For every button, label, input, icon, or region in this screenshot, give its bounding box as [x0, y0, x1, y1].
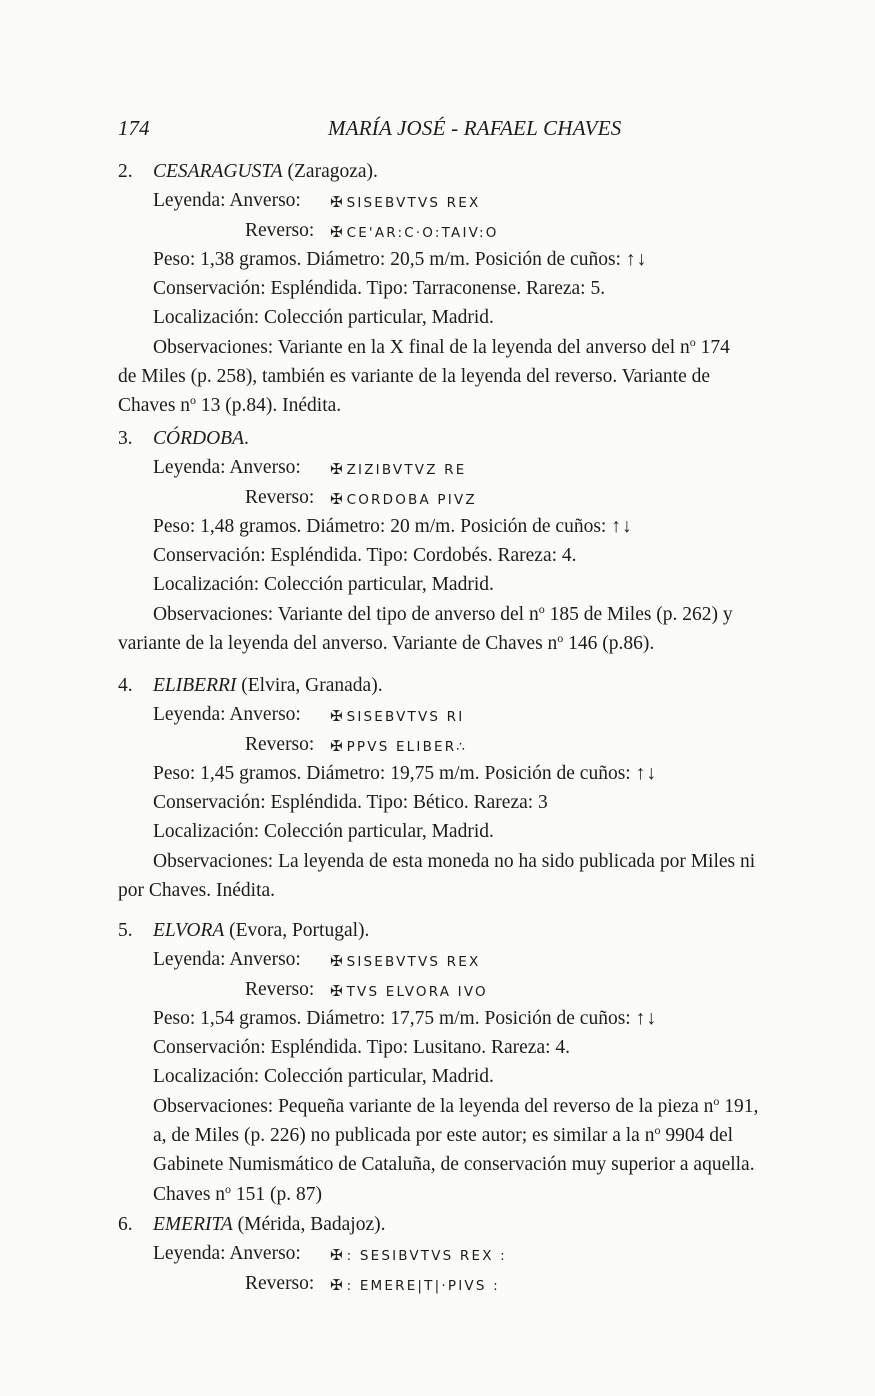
- entry-number: 2.: [118, 161, 133, 182]
- entry-number: 5.: [118, 920, 133, 941]
- running-head-authors: MARÍA JOSÉ - RAFAEL CHAVES: [328, 116, 622, 140]
- cross-icon: ✠: [330, 193, 343, 212]
- entry-heading: [118, 671, 863, 700]
- reverse-legend-row: [118, 216, 863, 245]
- weight-line: Peso: 1,54 gramos. Diámetro: 17,75 m/m. Posición de cuños: ↑↓: [153, 1007, 658, 1029]
- cross-icon: ✠: [330, 489, 343, 508]
- weight-line: Peso: 1,38 gramos. Diámetro: 20,5 m/m. Posición de cuños: ↑↓: [153, 248, 648, 270]
- catalog-entry: [118, 916, 863, 1209]
- reverse-inscription: ✠ CORDOBA PIVZ: [330, 489, 477, 508]
- reverse-label: Reverso:: [245, 219, 315, 241]
- observations-line: Observaciones: Pequeña variante de la leyenda del reverso de la pieza $n^o$ 191,: [153, 1093, 759, 1117]
- reverse-legend-row: [118, 483, 863, 512]
- obverse-legend-row: [118, 1239, 863, 1268]
- die-axis-arrows-icon: ↑↓: [635, 762, 658, 784]
- catalog-entry: [118, 671, 863, 905]
- mint-place: (Mérida, Badajoz).: [232, 1214, 386, 1235]
- cross-icon: ✠: [330, 1275, 343, 1294]
- entry-heading: [118, 424, 863, 453]
- observations-line: Observaciones: Variante en la X final de la leyenda del anverso del $n^o$ 174: [153, 334, 730, 358]
- die-axis-arrows-icon: ↑↓: [625, 248, 648, 270]
- mint-name: ELVORA: [153, 920, 225, 941]
- catalog-entry: [118, 424, 863, 658]
- reverse-inscription: ✠ : EMERE|T|·PIVS :: [330, 1275, 500, 1294]
- location-line: Localización: Colección particular, Madrid.: [153, 1066, 494, 1088]
- catalog-entry: [118, 1210, 863, 1298]
- obverse-inscription: ✠ SISEBVTVS REX: [330, 193, 481, 212]
- cross-icon: ✠: [330, 736, 343, 755]
- reverse-legend-row: [118, 975, 863, 1004]
- conservation-line: Conservación: Espléndida. Tipo: Cordobés. Rareza: 4.: [153, 545, 577, 567]
- obverse-inscription: ✠ SISEBVTVS REX: [330, 952, 481, 971]
- conservation-line: Conservación: Espléndida. Tipo: Tarraconense. Rareza: 5.: [153, 278, 606, 300]
- reverse-legend-row: [118, 1269, 863, 1298]
- die-axis-arrows-icon: ↑↓: [611, 515, 633, 537]
- entry-number: 4.: [118, 675, 133, 696]
- cross-icon: ✠: [330, 981, 343, 1000]
- catalog-entry: [118, 157, 863, 421]
- location-line: Localización: Colección particular, Madrid.: [153, 307, 494, 329]
- obverse-inscription: ✠ ZIZIBVTVZ RE: [330, 460, 467, 479]
- mint-name: ELIBERRI: [153, 675, 237, 696]
- mint-name: CÓRDOBA: [153, 428, 244, 449]
- mint-name: EMERITA: [153, 1214, 233, 1235]
- observations-line: variante de la leyenda del anverso. Variante de Chaves $n^o$ 146 (p.86).: [118, 631, 655, 655]
- observations-line: por Chaves. Inédita.: [118, 880, 276, 902]
- reverse-label: Reverso:: [245, 1272, 315, 1294]
- mint-name: CESARAGUSTA: [153, 161, 283, 182]
- cross-icon: ✠: [330, 952, 343, 971]
- obverse-legend-row: [118, 186, 863, 215]
- running-head: [118, 116, 858, 144]
- obverse-legend-row: [118, 453, 863, 482]
- entry-heading: [118, 916, 863, 945]
- reverse-label: Reverso:: [245, 978, 315, 1000]
- observations-line: Observaciones: Variante del tipo de anverso del $n^o$ 185 de Miles (p. 262) y: [153, 601, 733, 625]
- observations-line: Gabinete Numismático de Cataluña, de conservación muy superior a aquella.: [153, 1154, 755, 1176]
- mint-place: (Elvira, Granada).: [236, 675, 383, 696]
- location-line: Localización: Colección particular, Madrid.: [153, 574, 494, 596]
- mint-place: .: [244, 428, 249, 449]
- obverse-inscription: ✠ : SESIBVTVS REX :: [330, 1246, 507, 1265]
- cross-icon: ✠: [330, 707, 343, 726]
- observations-line: a, de Miles (p. 226) no publicada por este autor; es similar a la $n^o$ 9904 del: [153, 1123, 734, 1147]
- weight-line: Peso: 1,45 gramos. Diámetro: 19,75 m/m. Posición de cuños: ↑↓: [153, 762, 658, 784]
- conservation-line: Conservación: Espléndida. Tipo: Bético. Rareza: 3: [153, 792, 548, 814]
- weight-line: Peso: 1,48 gramos. Diámetro: 20 m/m. Posición de cuños: ↑↓: [153, 515, 633, 537]
- die-axis-arrows-icon: ↑↓: [635, 1007, 658, 1029]
- obverse-label: Leyenda: Anverso:: [153, 704, 301, 726]
- obverse-label: Leyenda: Anverso:: [153, 190, 301, 212]
- cross-icon: ✠: [330, 222, 343, 241]
- reverse-inscription: ✠ CE'AR:C·O:TAIV:O: [330, 222, 499, 241]
- obverse-legend-row: [118, 945, 863, 974]
- page-number: 174: [118, 116, 150, 140]
- obverse-label: Leyenda: Anverso:: [153, 1243, 301, 1265]
- obverse-label: Leyenda: Anverso:: [153, 457, 301, 479]
- observations-line: Chaves $n^o$ 13 (p.84). Inédita.: [118, 393, 342, 417]
- entry-number: 6.: [118, 1214, 133, 1235]
- observations-line: Chaves $n^o$ 151 (p. 87): [153, 1181, 323, 1205]
- reverse-inscription: ✠ PPVS ELIBER∴: [330, 736, 468, 755]
- obverse-inscription: ✠ SISEBVTVS RI: [330, 707, 465, 726]
- mint-place: (Zaragoza).: [282, 161, 378, 182]
- conservation-line: Conservación: Espléndida. Tipo: Lusitano. Rareza: 4.: [153, 1037, 571, 1059]
- cross-icon: ✠: [330, 1246, 343, 1265]
- obverse-legend-row: [118, 700, 863, 729]
- reverse-label: Reverso:: [245, 733, 315, 755]
- reverse-legend-row: [118, 730, 863, 759]
- obverse-label: Leyenda: Anverso:: [153, 949, 301, 971]
- reverse-label: Reverso:: [245, 486, 315, 508]
- entry-number: 3.: [118, 428, 133, 449]
- observations-line: Observaciones: La leyenda de esta moneda no ha sido publicada por Miles ni: [153, 850, 756, 872]
- mint-place: (Evora, Portugal).: [224, 920, 370, 941]
- location-line: Localización: Colección particular, Madrid.: [153, 821, 494, 843]
- observations-line: de Miles (p. 258), también es variante de la leyenda del reverso. Variante de: [118, 366, 710, 388]
- cross-icon: ✠: [330, 460, 343, 479]
- entry-heading: [118, 1210, 863, 1239]
- reverse-inscription: ✠ TVS ELVORA IVO: [330, 981, 488, 1000]
- entry-heading: [118, 157, 863, 186]
